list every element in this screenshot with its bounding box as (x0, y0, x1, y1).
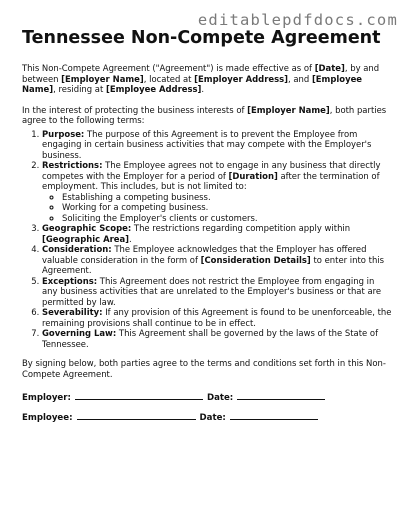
term-text: after the termination of employment. This includes, but is not limited to: (42, 170, 380, 191)
intro-text-2: , by and between (22, 63, 380, 84)
employer-label: Employer: (22, 393, 71, 403)
employee-address-field: [Employee Address] (105, 84, 202, 94)
term-label: Purpose: (42, 128, 85, 139)
employee-signature-line[interactable] (77, 411, 196, 420)
intro-text-4: , and (288, 73, 312, 84)
restrictions-sublist (42, 192, 392, 224)
term-label: Exceptions: (42, 275, 98, 286)
employer-date-line[interactable] (237, 391, 325, 400)
intro-text-5: , residing at (53, 84, 106, 94)
date-label: Date: (199, 413, 226, 423)
consideration-details-field: [Consideration Details] (200, 254, 311, 265)
term-text: This Agreement does not restrict the Employee from engaging in any business activities that are unrelated to the Employer's business or that are permitted by law. (42, 275, 382, 307)
term-text: This Agreement shall be governed by the laws of the State of Tennessee. (42, 328, 379, 349)
term-text: to enter into this Agreement. (42, 254, 385, 275)
term-severability (42, 307, 392, 328)
term-geographic-scope (42, 223, 392, 244)
intro-text-1: This Non-Compete Agreement ("Agreement") is made effective as of (22, 63, 315, 73)
watermark: editablepdfdocs.com (197, 11, 398, 29)
term-label: Geographic Scope: (42, 223, 132, 233)
interest-text-1: In the interest of protecting the business interests of (22, 104, 248, 115)
term-text: The Employee agrees not to engage in any business that directly competes with the Employer for a period of (42, 160, 381, 181)
interest-paragraph (22, 105, 392, 126)
term-text: The purpose of this Agreement is to prevent the Employee from engaging in certain business activities that may compete with the Employer's business. (42, 128, 372, 160)
restriction-item: ◦ Soliciting the Employer's clients or customers. (62, 213, 392, 224)
term-text: If any provision of this Agreement is found to be unenforceable, the remaining provisions shall continue to be in effect. (42, 307, 392, 328)
restriction-item: ◦ Establishing a competing business. (62, 192, 392, 203)
document-page (22, 27, 392, 424)
restriction-item: ◦ Working for a competing business. (62, 202, 392, 213)
term-text: The Employee acknowledges that the Employer has offered valuable consideration in the form of (42, 244, 367, 265)
term-governing-law (42, 328, 392, 349)
term-label: Restrictions: (42, 160, 103, 170)
employer-address-field: [Employer Address] (194, 73, 289, 84)
employer-signature-row (22, 391, 392, 404)
interest-text-2: , both parties agree to the following terms: (22, 104, 387, 125)
intro-text-6: . (201, 84, 205, 94)
intro-paragraph (22, 63, 392, 95)
term-text: The restrictions regarding competition apply within (131, 223, 351, 233)
employee-signature-row (22, 411, 392, 424)
date-field: [Date] (314, 63, 345, 73)
duration-field: [Duration] (228, 170, 278, 181)
term-label: Consideration: (42, 244, 112, 254)
term-text: . (129, 233, 132, 244)
document-title: Tennessee Non-Compete Agreement (22, 28, 381, 48)
term-restrictions (42, 160, 392, 223)
terms-list (22, 129, 392, 350)
employee-name-field: [Employee Name] (22, 73, 363, 94)
closing-paragraph: By signing below, both parties agree to the terms and conditions set forth in this Non-Compete Agreement. (22, 358, 386, 379)
term-label: Governing Law: (42, 328, 117, 338)
date-label: Date: (206, 393, 234, 403)
term-consideration (42, 244, 392, 276)
interest-employer-name-field: [Employer Name] (247, 104, 330, 115)
employee-label: Employee: (22, 413, 73, 423)
employer-name-field: [Employer Name] (61, 73, 144, 84)
employee-date-line[interactable] (230, 411, 318, 420)
term-purpose (42, 129, 392, 161)
intro-text-3: , located at (143, 73, 195, 84)
term-exceptions (42, 276, 392, 308)
geographic-area-field: [Geographic Area] (42, 233, 130, 244)
term-label: Severability: (42, 307, 103, 317)
employer-signature-line[interactable] (75, 391, 203, 400)
